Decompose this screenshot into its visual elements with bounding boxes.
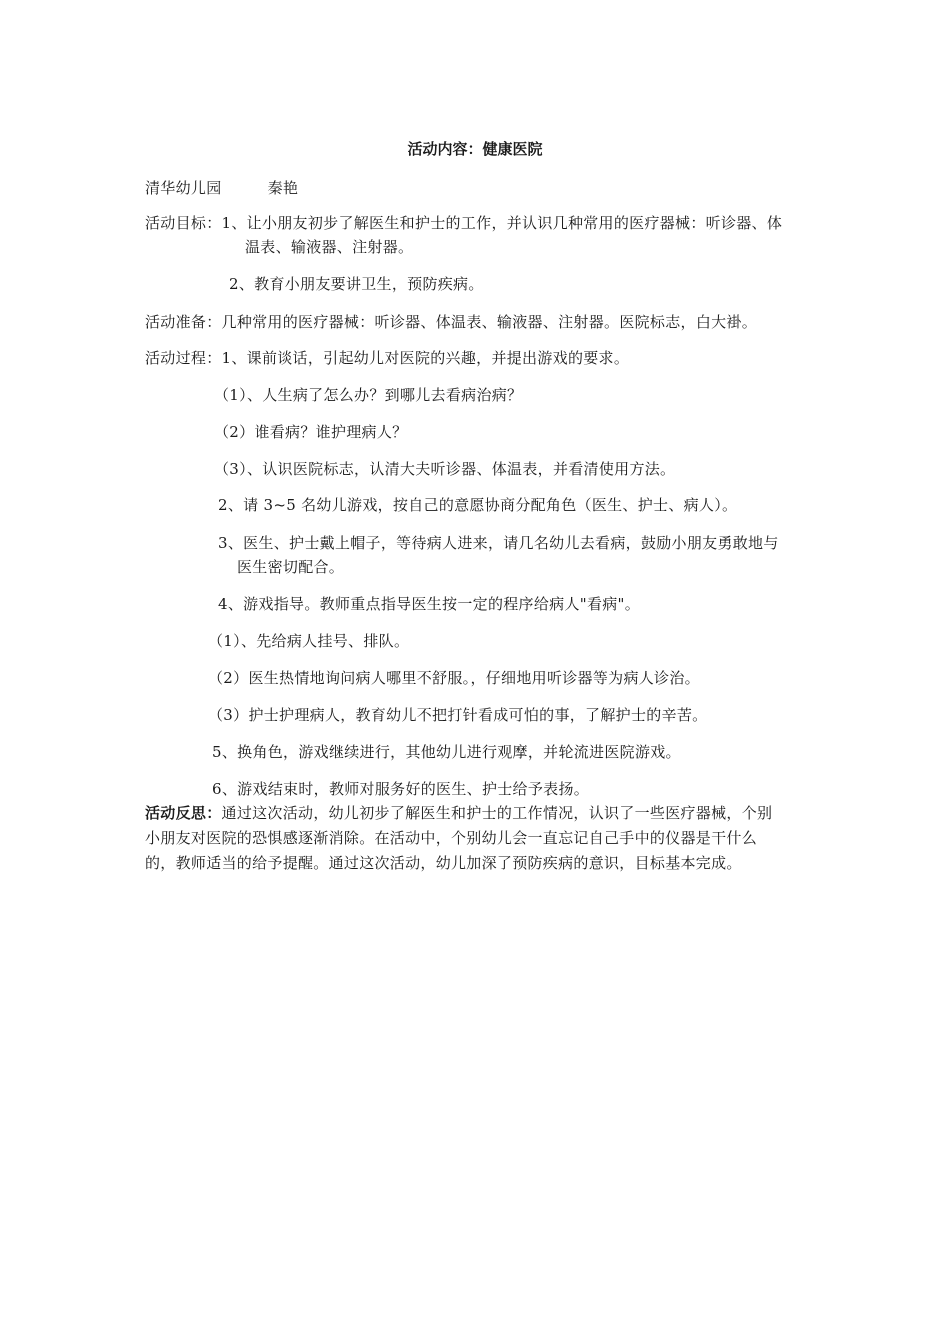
reflection-text-1: 通过这次活动，幼儿初步了解医生和护士的工作情况，认识了一些医疗器械，个别 (221, 804, 773, 822)
process-step-3-line-1: 3、医生、护士戴上帽子，等待病人进来，请几名幼儿去看病，鼓励小朋友勇敢地与 (218, 534, 779, 552)
teacher-name: 秦艳 (267, 179, 299, 197)
process-step-1-sub-2: （2）谁看病？谁护理病人？ (214, 423, 408, 441)
process-step-1: 1、课前谈话，引起幼儿对医院的兴趣，并提出游戏的要求。 (221, 349, 630, 367)
process-step-5: 5、换角色，游戏继续进行，其他幼儿进行观摩，并轮流进医院游戏。 (212, 743, 681, 761)
preparation-text: 几种常用的医疗器械：听诊器、体温表、输液器、注射器。医院标志，白大褂。 (221, 313, 758, 331)
reflection-line-1 (145, 802, 772, 824)
goal-item-1-line-2: 温表、输液器、注射器。 (245, 238, 414, 256)
process-step-4: 4、游戏指导。教师重点指导医生按一定的程序给病人"看病"。 (218, 595, 641, 613)
reflection-line-2: 小朋友对医院的恐惧感逐渐消除。在活动中，个别幼儿会一直忘记自己手中的仪器是干什么 (145, 829, 758, 847)
preparation-label: 活动准备： (145, 313, 222, 331)
process-step-1-sub-3: （3）、认识医院标志，认清大夫听诊器、体温表，并看清使用方法。 (214, 460, 676, 478)
author-line (145, 177, 298, 199)
preparation-line (145, 311, 757, 333)
process-step-1-sub-1: （1）、人生病了怎么办？到哪儿去看病治病？ (214, 386, 523, 404)
reflection-line-3: 的，教师适当的给予提醒。通过这次活动，幼儿加深了预防疾病的意识，目标基本完成。 (145, 854, 742, 872)
reflection-label: 活动反思： (145, 804, 222, 822)
process-step-4-sub-2: （2）医生热情地询问病人哪里不舒服。，仔细地用听诊器等为病人诊治。 (208, 669, 700, 687)
process-step-3-line-2: 医生密切配合。 (237, 558, 345, 576)
process-line-1 (145, 347, 629, 369)
process-step-4-sub-1: （1）、先给病人挂号、排队。 (208, 632, 410, 650)
process-step-6: 6、游戏结束时，教师对服务好的医生、护士给予表扬。 (212, 780, 590, 798)
process-step-2: 2、请 3~5 名幼儿游戏，按自己的意愿协商分配角色（医生、护士、病人）。 (218, 496, 738, 514)
process-step-4-sub-3: （3）护士护理病人，教育幼儿不把打针看成可怕的事，了解护士的辛苦。 (208, 706, 708, 724)
goal-item-1-line-1: 1、让小朋友初步了解医生和护士的工作，并认识几种常用的医疗器械：听诊器、体 (221, 214, 783, 232)
goal-item-2: 2、教育小朋友要讲卫生，预防疾病。 (229, 275, 484, 293)
document-title: 活动内容：健康医院 (407, 140, 543, 158)
school-name: 清华幼儿园 (145, 179, 222, 197)
goals-line-1 (145, 212, 782, 234)
goals-label: 活动目标： (145, 214, 222, 232)
process-label: 活动过程： (145, 349, 222, 367)
